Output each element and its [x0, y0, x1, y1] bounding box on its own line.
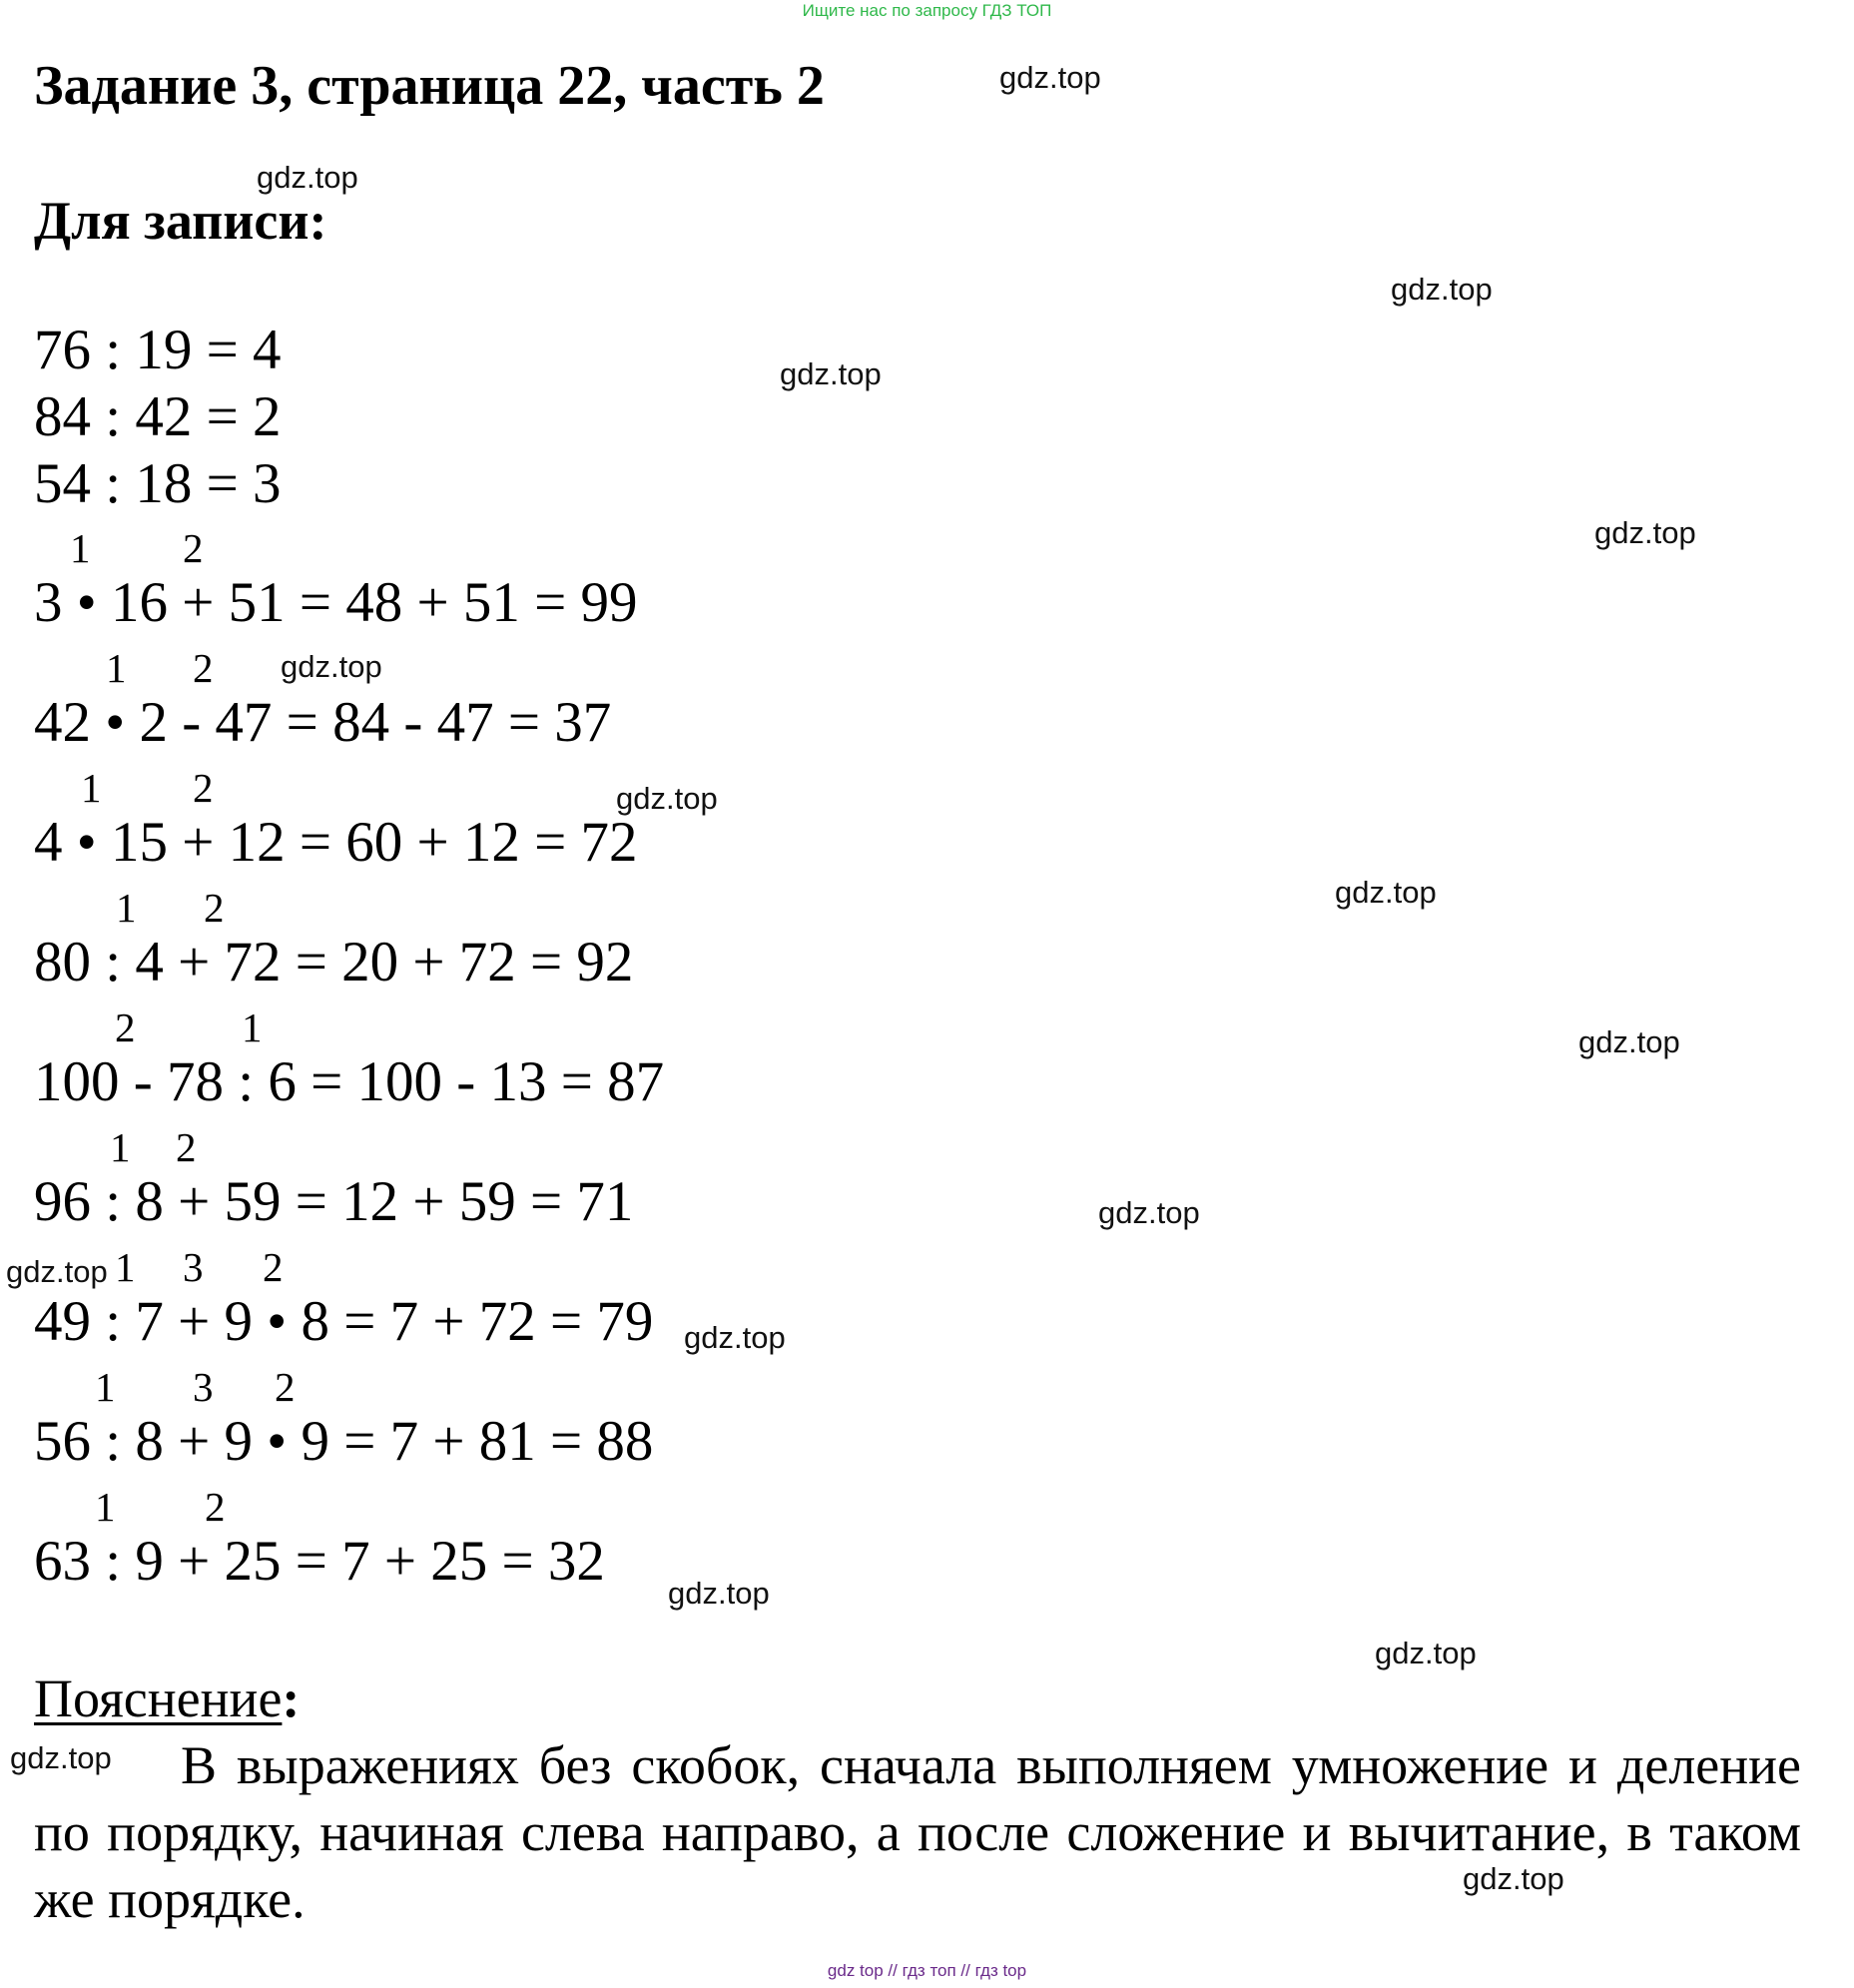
- order-mark: 1: [110, 1124, 131, 1170]
- watermark: gdz.top: [1098, 1195, 1200, 1230]
- watermark: gdz.top: [780, 356, 882, 391]
- equation-line: 56 : 8 + 9 • 9 = 7 + 81 = 88: [34, 1410, 654, 1473]
- order-mark: 2: [115, 1004, 136, 1050]
- equation-line: 63 : 9 + 25 = 7 + 25 = 32: [34, 1530, 605, 1593]
- order-mark: 2: [205, 1484, 226, 1530]
- order-mark: 2: [176, 1124, 197, 1170]
- search-banner[interactable]: Ищите нас по запросу ГДЗ ТОП: [802, 1, 1052, 20]
- order-mark: 3: [183, 1244, 204, 1290]
- order-mark: 2: [193, 645, 214, 691]
- watermark: gdz.top: [281, 649, 382, 684]
- watermark: gdz.top: [257, 160, 358, 195]
- watermark: gdz.top: [1578, 1024, 1680, 1059]
- order-mark: 2: [193, 765, 214, 811]
- order-mark: 2: [263, 1244, 284, 1290]
- watermark: gdz.top: [1594, 515, 1696, 550]
- equation-line: 3 • 16 + 51 = 48 + 51 = 99: [34, 571, 638, 634]
- explanation-title: Пояснение:: [34, 1668, 301, 1728]
- watermark: gdz.top: [999, 60, 1101, 95]
- record-heading: Для записи:: [34, 191, 327, 251]
- watermark: gdz.top: [1463, 1861, 1564, 1896]
- order-mark: 2: [275, 1364, 296, 1410]
- equation-line: 4 • 15 + 12 = 60 + 12 = 72: [34, 811, 638, 874]
- order-mark: 1: [116, 885, 137, 931]
- equation-line: 96 : 8 + 59 = 12 + 59 = 71: [34, 1170, 634, 1233]
- watermark: gdz.top: [10, 1740, 112, 1775]
- order-mark: 1: [106, 645, 127, 691]
- watermark: gdz.top: [1335, 875, 1437, 910]
- watermark: gdz.top: [1391, 272, 1493, 307]
- order-mark: 3: [193, 1364, 214, 1410]
- equation-line: 84 : 42 = 2: [34, 385, 282, 448]
- page-title: Задание 3, страница 22, часть 2: [34, 55, 825, 117]
- footer-links[interactable]: gdz top // гдз топ // гдз top: [827, 1961, 1027, 1980]
- equation-line: 42 • 2 - 47 = 84 - 47 = 37: [34, 691, 612, 754]
- explanation-text: В выражениях без скобок, сначала выполняем умножение и деление по порядку, начиная слева направо, а после сложение и вычитание, в таком же порядке.: [34, 1735, 1801, 1929]
- equation-line: 100 - 78 : 6 = 100 - 13 = 87: [34, 1050, 665, 1113]
- watermark: gdz.top: [1375, 1636, 1477, 1670]
- watermark: gdz.top: [616, 781, 718, 816]
- order-mark: 2: [183, 525, 204, 571]
- equation-line: 80 : 4 + 72 = 20 + 72 = 92: [34, 931, 634, 994]
- watermark: gdz.top: [668, 1576, 770, 1611]
- order-mark: 2: [204, 885, 225, 931]
- watermark: gdz.top: [6, 1254, 108, 1289]
- order-mark: 1: [242, 1004, 263, 1050]
- equation-line: 76 : 19 = 4: [34, 319, 282, 381]
- order-mark: 1: [95, 1484, 116, 1530]
- watermark: gdz.top: [684, 1320, 786, 1355]
- equation-line: 49 : 7 + 9 • 8 = 7 + 72 = 79: [34, 1290, 654, 1353]
- order-mark: 1: [81, 765, 102, 811]
- equation-line: 54 : 18 = 3: [34, 452, 282, 515]
- order-mark: 1: [70, 525, 91, 571]
- order-mark: 1: [115, 1244, 136, 1290]
- order-mark: 1: [95, 1364, 116, 1410]
